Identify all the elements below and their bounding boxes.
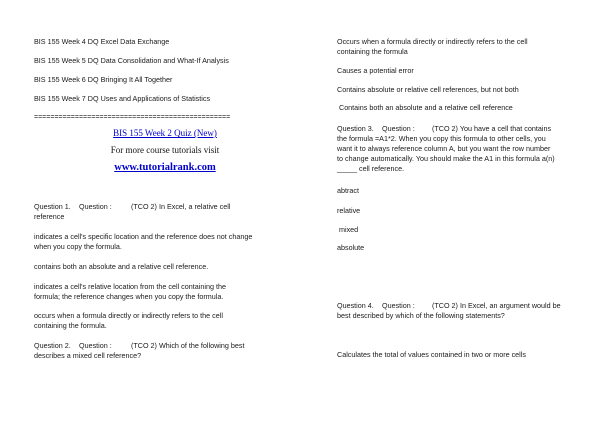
quiz-title-block <box>34 128 296 138</box>
answer-option: containing the formula. <box>34 321 107 330</box>
question-label: Question : <box>79 341 112 350</box>
answer-option: when you copy the formula. <box>34 242 122 251</box>
answer-option: contains both an absolute and a relative cell reference. <box>34 262 209 271</box>
question-text: (TCO 2) In Excel, an argument would be <box>432 301 561 310</box>
tutorials-text-wrap <box>34 145 296 155</box>
question-text-cont: want it to always reference column A, but you want the row number <box>337 144 551 153</box>
question-2-header <box>34 341 302 351</box>
answer-option: indicates a cell's specific location and the reference does not change <box>34 232 253 241</box>
course-link[interactable]: BIS 155 Week 7 DQ Uses and Applications of Statistics <box>34 94 211 103</box>
answer-option: formula; the reference changes when you copy the formula. <box>34 292 224 301</box>
answer-option: absolute <box>337 243 365 252</box>
question-3-header <box>337 124 577 134</box>
question-text: (TCO 2) In Excel, a relative cell <box>131 202 231 211</box>
question-number: Question 3. <box>337 124 374 133</box>
answer-option: mixed <box>337 225 359 234</box>
quiz-title-link[interactable]: BIS 155 Week 2 Quiz (New) <box>113 128 217 138</box>
answer-option: containing the formula <box>337 47 408 56</box>
tutorials-text: For more course tutorials visit <box>110 145 220 155</box>
question-text-cont: describes a mixed cell reference? <box>34 351 142 360</box>
site-link[interactable]: www.tutorialrank.com <box>114 162 216 173</box>
question-4-header <box>337 301 577 311</box>
question-number: Question 1. <box>34 202 71 211</box>
answer-option: abtract <box>337 186 359 195</box>
question-text-cont: to change automatically. You should make the A1 in this formula a(n) <box>337 154 555 163</box>
answer-option: Occurs when a formula directly or indirectly refers to the cell <box>337 37 528 46</box>
site-link-wrap <box>34 162 296 173</box>
answer-option: occurs when a formula directly or indirectly refers to the cell <box>34 311 223 320</box>
question-text-cont: _____ cell reference. <box>337 164 405 173</box>
question-text-cont: the formula =A1*2. When you copy this formula to other cells, you <box>337 134 546 143</box>
answer-option: Calculates the total of values contained in two or more cells <box>337 350 526 359</box>
answer-option: Causes a potential error <box>337 66 414 75</box>
answer-option: Contains absolute or relative cell references, but not both <box>337 85 519 94</box>
course-link[interactable]: BIS 155 Week 4 DQ Excel Data Exchange <box>34 37 170 46</box>
question-label: Question : <box>382 301 415 310</box>
course-link[interactable]: BIS 155 Week 6 DQ Bringing It All Together <box>34 75 173 84</box>
separator: ================================================ <box>34 114 231 121</box>
question-number: Question 4. <box>337 301 374 310</box>
answer-option: Contains both an absolute and a relative cell reference <box>337 103 513 112</box>
question-label: Question : <box>79 202 112 211</box>
answer-option: relative <box>337 206 361 215</box>
question-1-header <box>34 202 302 212</box>
question-label: Question : <box>382 124 415 133</box>
course-link[interactable]: BIS 155 Week 5 DQ Data Consolidation and What-If Analysis <box>34 56 229 65</box>
answer-option: indicates a cell's relative location from the cell containing the <box>34 282 226 291</box>
question-text: (TCO 2) Which of the following best <box>131 341 245 350</box>
question-text-cont: best described by which of the following statements? <box>337 311 505 320</box>
question-text: (TCO 2) You have a cell that contains <box>432 124 552 133</box>
question-number: Question 2. <box>34 341 71 350</box>
question-text-cont: reference <box>34 212 65 221</box>
